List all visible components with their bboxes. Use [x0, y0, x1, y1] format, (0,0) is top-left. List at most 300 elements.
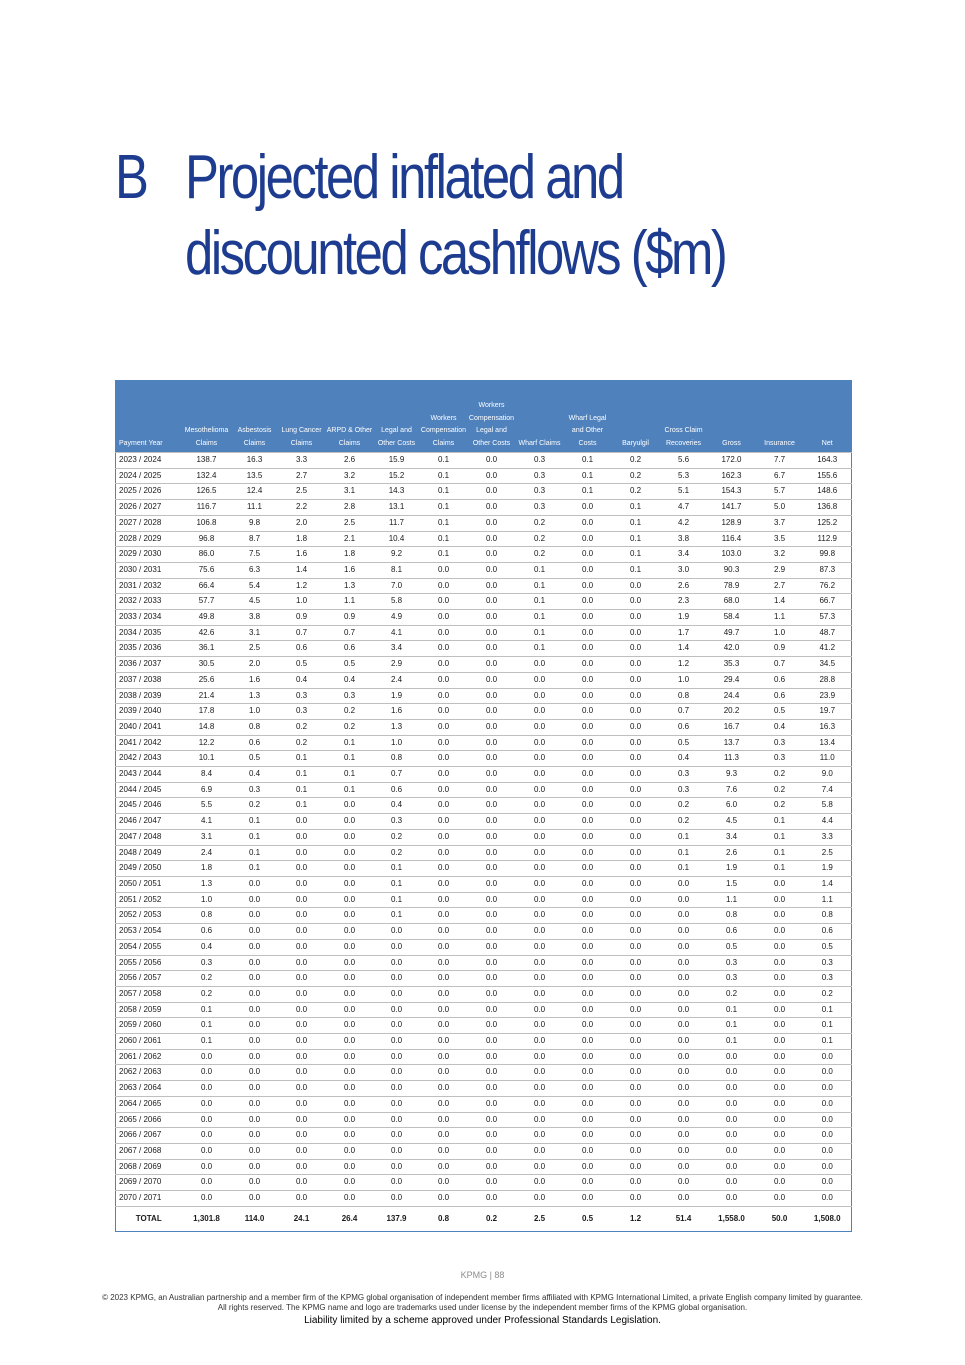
column-header	[232, 380, 278, 453]
table-cell: 8.7	[232, 531, 278, 547]
table-row	[116, 1159, 852, 1175]
table-cell: 0.9	[326, 610, 374, 626]
table-cell: 0.1	[278, 751, 326, 767]
table-cell: 0.0	[326, 1128, 374, 1144]
table-cell: 24.4	[708, 688, 756, 704]
table-cell: 5.6	[660, 453, 708, 469]
table-row	[116, 578, 852, 594]
table-cell: 0.1	[420, 531, 468, 547]
table-cell: 0.0	[420, 1065, 468, 1081]
total-cell: 24.1	[278, 1206, 326, 1231]
payment-year-cell: 2033 / 2034	[116, 610, 182, 626]
table-cell: 0.4	[374, 798, 420, 814]
table-cell: 0.0	[278, 924, 326, 940]
table-cell: 3.5	[756, 531, 804, 547]
table-cell: 0.0	[564, 955, 612, 971]
table-cell: 0.0	[756, 1002, 804, 1018]
table-cell: 0.0	[420, 767, 468, 783]
column-header-line: and Other	[571, 427, 604, 434]
table-row	[116, 562, 852, 578]
table-cell: 0.0	[612, 1065, 660, 1081]
table-cell: 0.0	[660, 1002, 708, 1018]
table-cell: 0.0	[564, 578, 612, 594]
table-cell: 1.0	[232, 704, 278, 720]
table-row	[116, 782, 852, 798]
table-cell: 5.8	[804, 798, 852, 814]
table-cell: 0.0	[326, 845, 374, 861]
table-cell: 0.0	[468, 892, 516, 908]
table-cell: 0.0	[420, 625, 468, 641]
table-cell: 0.0	[564, 1034, 612, 1050]
table-cell: 0.0	[516, 1018, 564, 1034]
table-cell: 11.3	[708, 751, 756, 767]
table-cell: 4.2	[660, 515, 708, 531]
table-cell: 0.0	[612, 798, 660, 814]
table-cell: 36.1	[182, 641, 232, 657]
table-cell: 0.0	[516, 939, 564, 955]
table-cell: 13.5	[232, 468, 278, 484]
table-cell: 13.7	[708, 735, 756, 751]
table-cell: 0.0	[468, 782, 516, 798]
table-cell: 0.0	[326, 1175, 374, 1191]
table-cell: 0.0	[182, 1175, 232, 1191]
table-cell: 0.0	[420, 657, 468, 673]
table-cell: 0.0	[326, 1143, 374, 1159]
table-cell: 0.0	[756, 971, 804, 987]
table-cell: 0.1	[660, 829, 708, 845]
payment-year-cell: 2062 / 2063	[116, 1065, 182, 1081]
table-cell: 116.4	[708, 531, 756, 547]
table-cell: 0.0	[326, 1191, 374, 1207]
table-cell: 0.0	[420, 688, 468, 704]
table-cell: 0.0	[232, 1191, 278, 1207]
table-cell: 1.0	[660, 672, 708, 688]
table-cell: 0.0	[374, 1128, 420, 1144]
total-cell: 114.0	[232, 1206, 278, 1231]
payment-year-cell: 2053 / 2054	[116, 924, 182, 940]
table-cell: 0.3	[660, 767, 708, 783]
table-cell: 0.4	[182, 939, 232, 955]
table-cell: 13.1	[374, 500, 420, 516]
table-cell: 6.9	[182, 782, 232, 798]
table-cell: 0.2	[612, 468, 660, 484]
table-cell: 6.7	[756, 468, 804, 484]
table-cell: 0.0	[420, 1018, 468, 1034]
table-cell: 0.0	[420, 924, 468, 940]
table-cell: 0.1	[564, 484, 612, 500]
table-cell: 0.8	[232, 719, 278, 735]
table-cell: 1.0	[374, 735, 420, 751]
table-cell: 1.3	[182, 876, 232, 892]
column-header-line: Net	[821, 439, 833, 447]
column-header	[116, 380, 182, 453]
table-cell: 0.0	[326, 1034, 374, 1050]
table-cell: 0.0	[516, 1159, 564, 1175]
table-cell: 0.0	[326, 955, 374, 971]
table-cell: 0.0	[660, 1175, 708, 1191]
payment-year-cell: 2055 / 2056	[116, 955, 182, 971]
table-cell: 0.0	[326, 1081, 374, 1097]
table-cell: 0.6	[374, 782, 420, 798]
title-line-2: discounted cashflows ($m)	[185, 219, 726, 288]
table-cell: 0.0	[420, 782, 468, 798]
table-cell: 0.0	[420, 1112, 468, 1128]
table-cell: 6.3	[232, 562, 278, 578]
table-cell: 1.6	[326, 562, 374, 578]
table-cell: 3.1	[326, 484, 374, 500]
table-cell: 16.3	[232, 453, 278, 469]
table-cell: 0.1	[420, 484, 468, 500]
section-letter: B	[115, 143, 147, 212]
table-cell: 48.7	[804, 625, 852, 641]
table-cell: 0.0	[516, 908, 564, 924]
table-cell: 0.8	[804, 908, 852, 924]
table-cell: 0.0	[612, 861, 660, 877]
table-cell: 0.0	[804, 1096, 852, 1112]
table-cell: 0.0	[564, 829, 612, 845]
table-cell: 0.3	[182, 955, 232, 971]
table-cell: 0.0	[468, 1191, 516, 1207]
table-cell: 9.8	[232, 515, 278, 531]
table-cell: 0.0	[660, 955, 708, 971]
table-cell: 0.0	[756, 1049, 804, 1065]
table-cell: 0.0	[564, 876, 612, 892]
table-cell: 0.0	[516, 829, 564, 845]
payment-year-cell: 2041 / 2042	[116, 735, 182, 751]
table-cell: 0.0	[420, 562, 468, 578]
table-cell: 10.4	[374, 531, 420, 547]
column-header-line: Claims	[195, 439, 218, 447]
table-cell: 0.8	[660, 688, 708, 704]
table-row	[116, 986, 852, 1002]
table-cell: 0.0	[708, 1065, 756, 1081]
table-cell: 3.4	[708, 829, 756, 845]
table-cell: 25.6	[182, 672, 232, 688]
table-cell: 2.4	[374, 672, 420, 688]
table-cell: 0.0	[564, 1159, 612, 1175]
table-cell: 0.6	[326, 641, 374, 657]
table-cell: 0.9	[756, 641, 804, 657]
table-cell: 0.0	[612, 955, 660, 971]
table-cell: 0.4	[660, 751, 708, 767]
table-cell: 0.0	[516, 704, 564, 720]
table-cell: 0.0	[708, 1049, 756, 1065]
table-cell: 0.0	[612, 986, 660, 1002]
table-cell: 0.0	[468, 625, 516, 641]
table-cell: 0.0	[468, 578, 516, 594]
table-cell: 12.2	[182, 735, 232, 751]
table-cell: 0.1	[516, 610, 564, 626]
table-cell: 0.0	[326, 1096, 374, 1112]
table-cell: 41.2	[804, 641, 852, 657]
table-cell: 0.0	[374, 939, 420, 955]
table-cell: 0.0	[612, 1049, 660, 1065]
table-cell: 0.0	[660, 1143, 708, 1159]
table-cell: 2.5	[232, 641, 278, 657]
table-cell: 1.5	[708, 876, 756, 892]
table-cell: 0.1	[420, 453, 468, 469]
table-cell: 0.0	[516, 1175, 564, 1191]
table-cell: 1.3	[326, 578, 374, 594]
table-cell: 1.6	[374, 704, 420, 720]
table-cell: 0.5	[660, 735, 708, 751]
table-cell: 1.0	[182, 892, 232, 908]
table-cell: 0.0	[278, 1096, 326, 1112]
table-cell: 0.0	[420, 798, 468, 814]
table-row	[116, 876, 852, 892]
table-cell: 0.0	[612, 1191, 660, 1207]
table-cell: 0.0	[612, 672, 660, 688]
table-row	[116, 814, 852, 830]
table-cell: 28.8	[804, 672, 852, 688]
table-cell: 0.0	[420, 876, 468, 892]
table-cell: 0.0	[278, 986, 326, 1002]
table-cell: 0.2	[756, 798, 804, 814]
table-cell: 11.1	[232, 500, 278, 516]
table-cell: 0.0	[804, 1143, 852, 1159]
table-cell: 0.0	[612, 578, 660, 594]
table-cell: 0.0	[660, 908, 708, 924]
table-row	[116, 735, 852, 751]
table-cell: 0.3	[660, 782, 708, 798]
payment-year-cell: 2023 / 2024	[116, 453, 182, 469]
payment-year-cell: 2067 / 2068	[116, 1143, 182, 1159]
table-cell: 1.1	[756, 610, 804, 626]
table-cell: 0.5	[326, 657, 374, 673]
table-cell: 0.0	[708, 1191, 756, 1207]
column-header-line: Gross	[722, 439, 741, 447]
total-cell: 51.4	[660, 1206, 708, 1231]
table-cell: 0.0	[468, 1128, 516, 1144]
table-cell: 0.0	[468, 641, 516, 657]
table-cell: 162.3	[708, 468, 756, 484]
table-cell: 0.0	[374, 1065, 420, 1081]
table-cell: 2.2	[278, 500, 326, 516]
table-cell: 0.0	[660, 1018, 708, 1034]
table-cell: 0.0	[326, 1159, 374, 1175]
table-cell: 0.0	[564, 1112, 612, 1128]
column-header	[564, 380, 612, 453]
table-cell: 0.0	[420, 1034, 468, 1050]
table-cell: 0.3	[278, 688, 326, 704]
table-cell: 5.1	[660, 484, 708, 500]
table-cell: 0.0	[612, 688, 660, 704]
table-cell: 34.5	[804, 657, 852, 673]
payment-year-cell: 2036 / 2037	[116, 657, 182, 673]
table-cell: 0.0	[420, 1143, 468, 1159]
table-cell: 0.0	[612, 751, 660, 767]
column-header-line: Cross Claim	[664, 427, 703, 434]
table-cell: 0.0	[326, 814, 374, 830]
table-cell: 0.0	[660, 1128, 708, 1144]
table-cell: 0.1	[326, 782, 374, 798]
table-cell: 2.5	[326, 515, 374, 531]
table-cell: 0.0	[612, 719, 660, 735]
table-cell: 0.1	[420, 500, 468, 516]
table-row	[116, 767, 852, 783]
table-cell: 0.0	[278, 1128, 326, 1144]
table-cell: 0.0	[278, 1049, 326, 1065]
table-cell: 0.0	[468, 594, 516, 610]
table-cell: 132.4	[182, 468, 232, 484]
payment-year-cell: 2050 / 2051	[116, 876, 182, 892]
table-cell: 0.0	[516, 1034, 564, 1050]
table-cell: 0.0	[612, 814, 660, 830]
table-cell: 154.3	[708, 484, 756, 500]
table-cell: 0.0	[516, 1096, 564, 1112]
table-cell: 0.0	[182, 1112, 232, 1128]
payment-year-cell: 2058 / 2059	[116, 1002, 182, 1018]
table-cell: 0.0	[278, 1175, 326, 1191]
table-row	[116, 1143, 852, 1159]
table-cell: 0.2	[516, 515, 564, 531]
column-header-line: Other Costs	[377, 439, 416, 447]
table-cell: 0.2	[326, 704, 374, 720]
table-cell: 0.0	[278, 1112, 326, 1128]
table-cell: 0.2	[182, 986, 232, 1002]
table-cell: 0.0	[420, 908, 468, 924]
table-cell: 14.8	[182, 719, 232, 735]
table-cell: 0.3	[516, 484, 564, 500]
table-cell: 0.1	[278, 767, 326, 783]
table-cell: 0.0	[468, 1034, 516, 1050]
table-cell: 0.0	[182, 1096, 232, 1112]
payment-year-cell: 2065 / 2066	[116, 1112, 182, 1128]
table-cell: 0.0	[374, 1175, 420, 1191]
table-cell: 0.1	[516, 562, 564, 578]
table-cell: 3.4	[374, 641, 420, 657]
table-body	[116, 453, 852, 1207]
table-cell: 1.6	[278, 547, 326, 563]
table-cell: 0.0	[182, 1159, 232, 1175]
table-cell: 3.2	[326, 468, 374, 484]
table-cell: 13.4	[804, 735, 852, 751]
table-cell: 0.1	[612, 562, 660, 578]
table-cell: 0.0	[468, 876, 516, 892]
table-cell: 23.9	[804, 688, 852, 704]
table-cell: 0.0	[564, 1081, 612, 1097]
table-cell: 0.1	[374, 892, 420, 908]
table-cell: 2.6	[326, 453, 374, 469]
column-header-line: Legal and	[476, 427, 507, 434]
table-cell: 0.0	[612, 594, 660, 610]
table-cell: 0.0	[468, 531, 516, 547]
table-cell: 0.6	[708, 924, 756, 940]
table-cell: 0.0	[564, 971, 612, 987]
column-header	[326, 380, 374, 453]
table-cell: 0.0	[420, 1175, 468, 1191]
table-row	[116, 657, 852, 673]
table-cell: 9.3	[708, 767, 756, 783]
table-cell: 0.0	[468, 719, 516, 735]
payment-year-cell: 2032 / 2033	[116, 594, 182, 610]
table-cell: 2.7	[278, 468, 326, 484]
table-row	[116, 641, 852, 657]
payment-year-cell: 2051 / 2052	[116, 892, 182, 908]
column-header-line: Claims	[290, 439, 313, 447]
table-cell: 0.0	[232, 971, 278, 987]
table-cell: 0.0	[278, 1034, 326, 1050]
table-cell: 0.3	[516, 468, 564, 484]
table-cell: 96.8	[182, 531, 232, 547]
table-cell: 15.9	[374, 453, 420, 469]
table-cell: 3.3	[278, 453, 326, 469]
table-cell: 0.0	[232, 876, 278, 892]
table-cell: 0.0	[612, 1175, 660, 1191]
table-row	[116, 971, 852, 987]
table-cell: 0.1	[756, 814, 804, 830]
payment-year-cell: 2068 / 2069	[116, 1159, 182, 1175]
table-cell: 0.4	[326, 672, 374, 688]
table-cell: 2.6	[708, 845, 756, 861]
table-cell: 0.7	[326, 625, 374, 641]
table-row	[116, 1081, 852, 1097]
column-header	[182, 380, 232, 453]
table-cell: 0.0	[516, 845, 564, 861]
table-cell: 9.2	[374, 547, 420, 563]
table-cell: 0.0	[468, 1065, 516, 1081]
table-cell: 106.8	[182, 515, 232, 531]
total-cell: 1,301.8	[182, 1206, 232, 1231]
table-cell: 0.0	[756, 1065, 804, 1081]
payment-year-cell: 2029 / 2030	[116, 547, 182, 563]
table-cell: 2.4	[182, 845, 232, 861]
table-cell: 0.2	[660, 814, 708, 830]
table-cell: 0.8	[708, 908, 756, 924]
table-cell: 0.0	[182, 1049, 232, 1065]
table-cell: 0.3	[804, 971, 852, 987]
payment-year-cell: 2028 / 2029	[116, 531, 182, 547]
table-cell: 4.7	[660, 500, 708, 516]
page-number: KPMG | 88	[460, 1270, 505, 1280]
table-cell: 42.6	[182, 625, 232, 641]
table-cell: 0.0	[564, 562, 612, 578]
table-cell: 0.0	[612, 1018, 660, 1034]
table-cell: 148.6	[804, 484, 852, 500]
table-cell: 0.0	[516, 1112, 564, 1128]
column-header-line: Claims	[432, 439, 455, 447]
table-cell: 0.0	[278, 971, 326, 987]
table-cell: 0.1	[182, 1034, 232, 1050]
table-cell: 0.0	[564, 515, 612, 531]
table-cell: 0.0	[374, 924, 420, 940]
table-cell: 0.0	[468, 562, 516, 578]
table-cell: 9.0	[804, 767, 852, 783]
table-cell: 0.0	[374, 1191, 420, 1207]
table-cell: 0.0	[468, 1143, 516, 1159]
table-cell: 0.3	[516, 453, 564, 469]
table-cell: 0.6	[182, 924, 232, 940]
table-cell: 0.0	[612, 908, 660, 924]
table-row	[116, 672, 852, 688]
table-cell: 0.4	[278, 672, 326, 688]
table-cell: 8.1	[374, 562, 420, 578]
table-cell: 0.1	[708, 1034, 756, 1050]
table-cell: 0.0	[660, 892, 708, 908]
table-cell: 2.3	[660, 594, 708, 610]
table-cell: 0.1	[660, 861, 708, 877]
table-cell: 0.0	[232, 1049, 278, 1065]
table-cell: 4.1	[182, 814, 232, 830]
table-cell: 0.0	[326, 971, 374, 987]
table-cell: 0.0	[374, 955, 420, 971]
table-cell: 0.0	[708, 1096, 756, 1112]
table-cell: 0.0	[374, 1081, 420, 1097]
table-cell: 0.0	[564, 1175, 612, 1191]
table-cell: 0.0	[516, 814, 564, 830]
payment-year-cell: 2066 / 2067	[116, 1128, 182, 1144]
table-row	[116, 924, 852, 940]
